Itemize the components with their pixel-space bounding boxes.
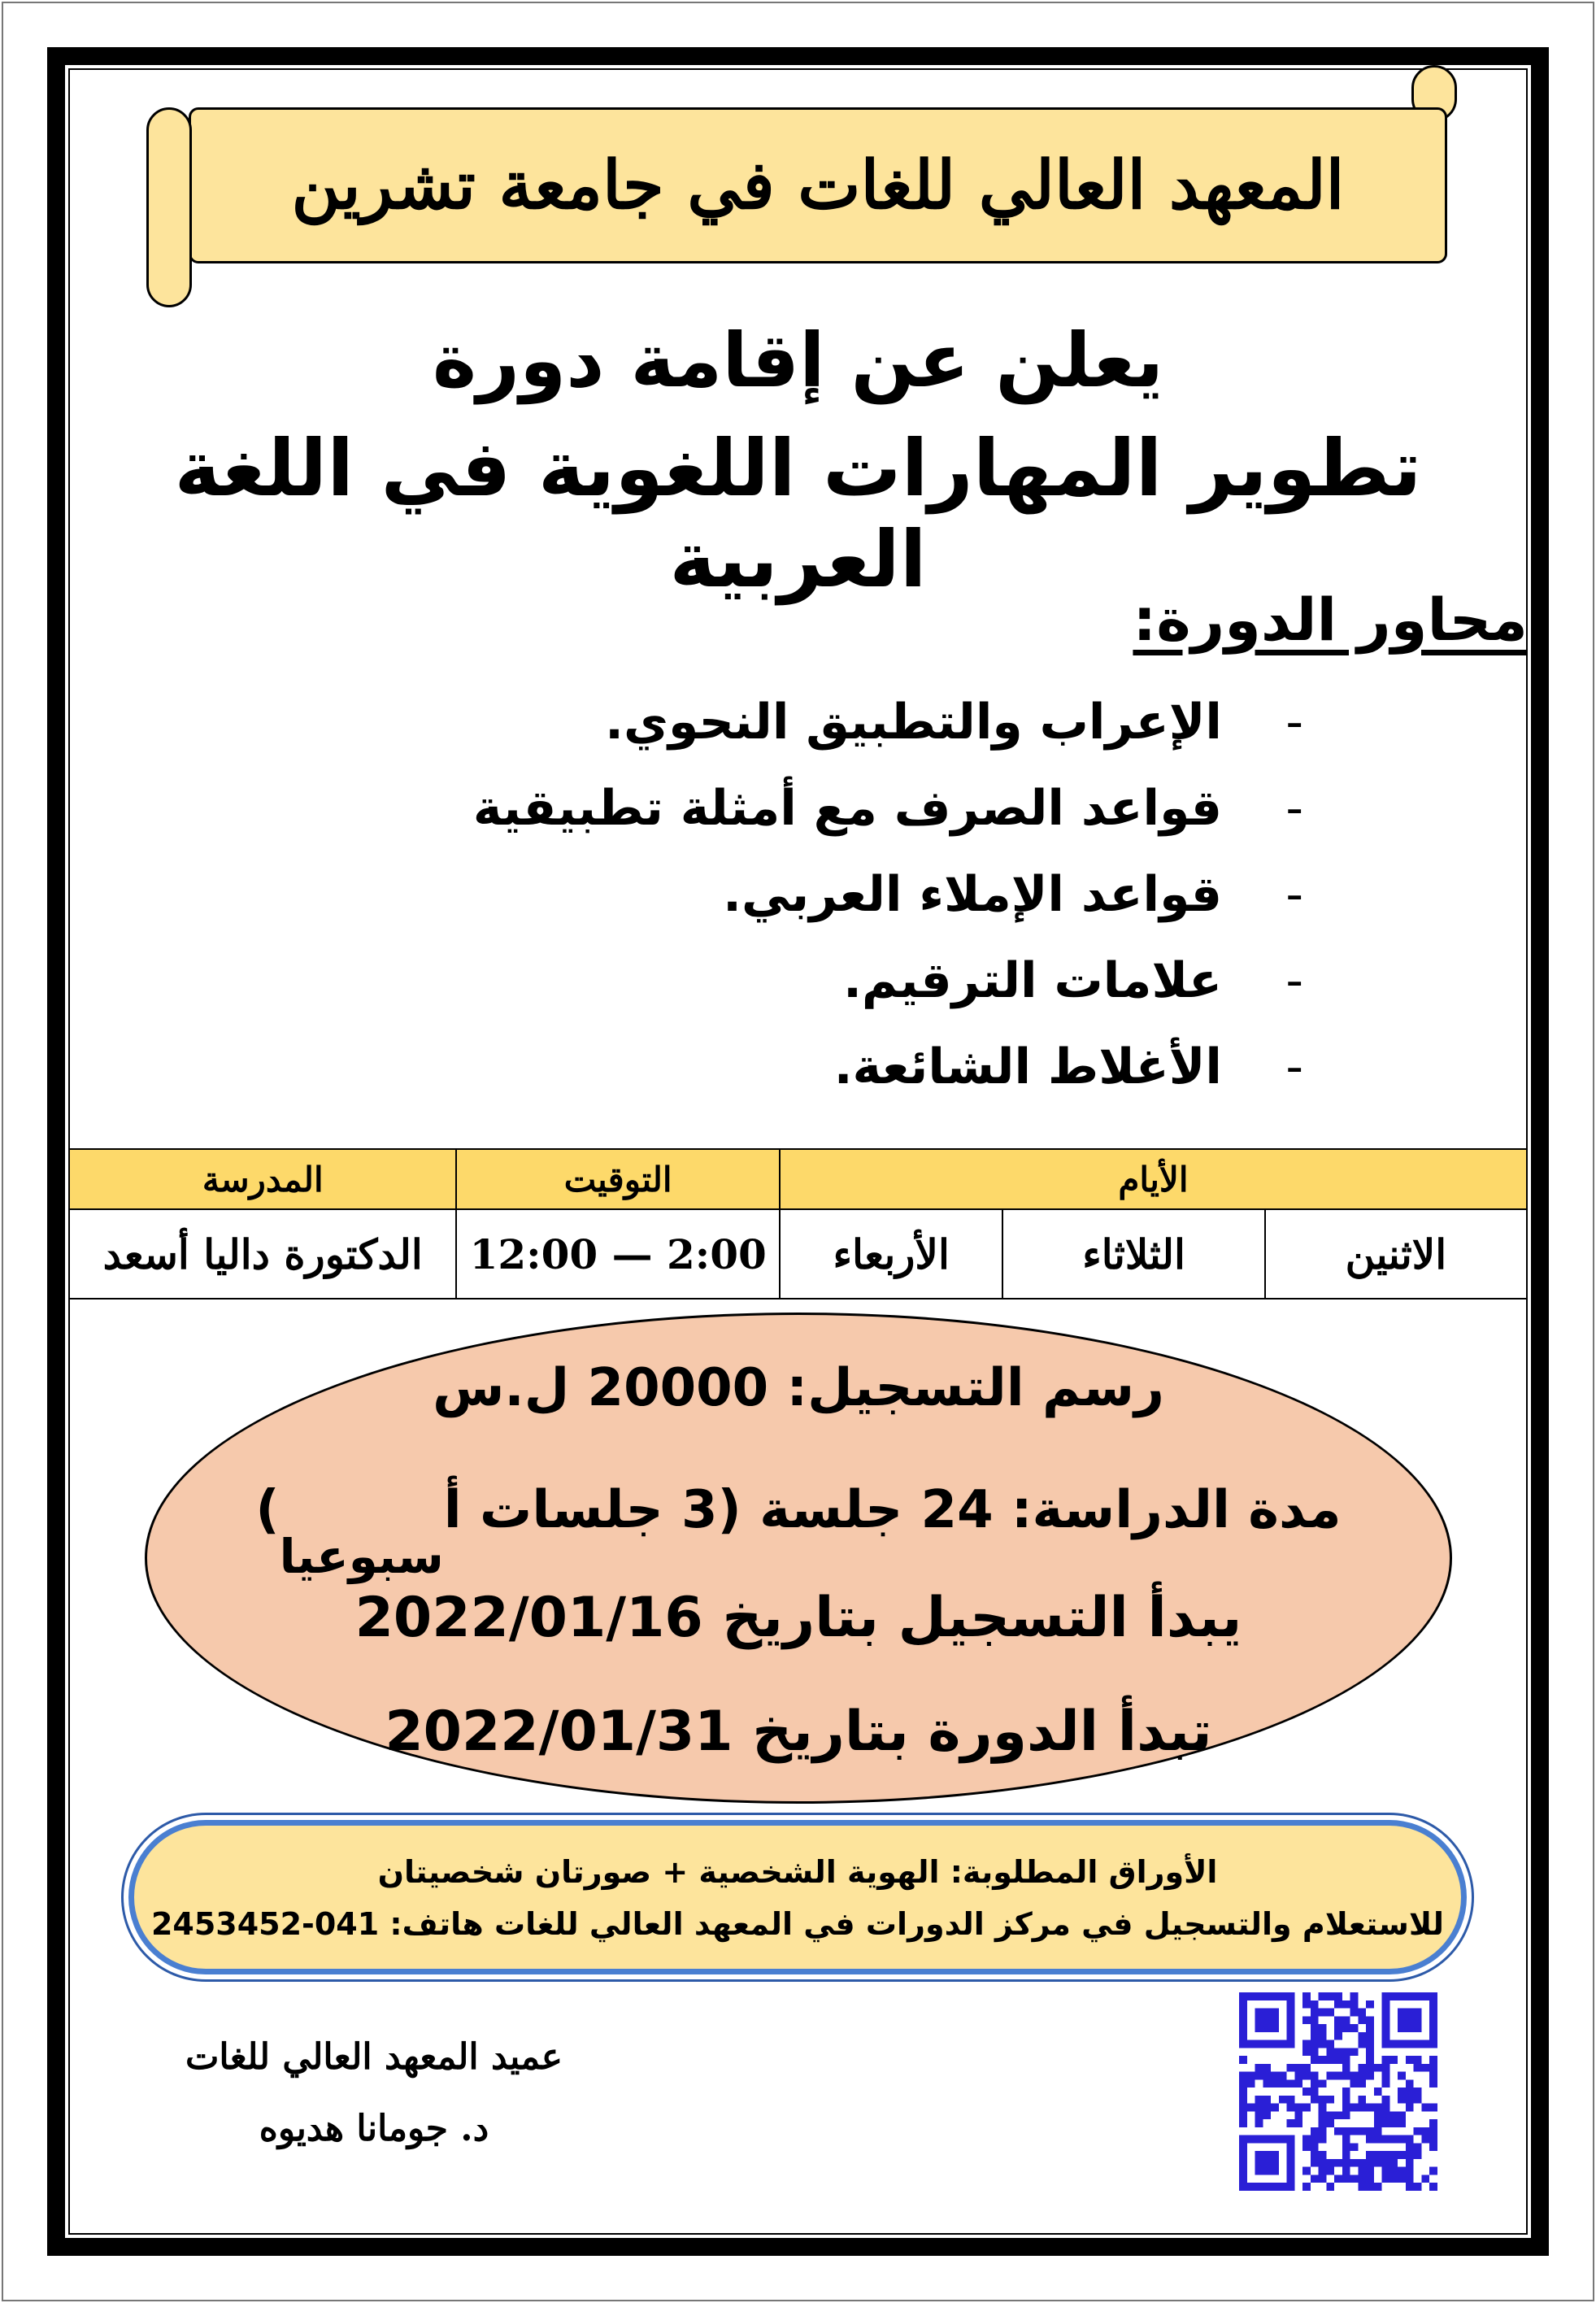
axis-item: - الأغلاط الشائعة. xyxy=(473,1024,1271,1110)
course-axes-title: محاور الدورة: xyxy=(1133,586,1528,654)
qr-code-icon xyxy=(1239,1992,1437,2191)
registration-start-date: يبدأ التسجيل بتاريخ 2022/01/16 xyxy=(354,1586,1242,1650)
schedule-table xyxy=(68,1148,1528,1300)
teacher-cell: الدكتورة داليا أسعد xyxy=(69,1209,456,1299)
dean-name: د. جومانا هديوه xyxy=(259,2108,489,2149)
schedule-row xyxy=(69,1209,1527,1299)
registration-fee: رسم التسجيل: 20000 ل.س xyxy=(433,1358,1164,1418)
contact-info: للاستعلام والتسجيل في مركز الدورات في المعهد العالي للغات هاتف: 041-2453452 xyxy=(150,1906,1445,1942)
duration-sup-text: سبوعيا xyxy=(279,1529,444,1584)
info-box xyxy=(128,1820,1467,1974)
scroll-roll-left xyxy=(146,107,192,307)
day-cell: الثلاثاء xyxy=(1002,1209,1264,1299)
course-start-date: تبدأ الدورة بتاريخ 2022/01/31 xyxy=(385,1700,1212,1764)
course-title: تطوير المهارات اللغوية في اللغة العربية xyxy=(174,423,1422,605)
axis-item: - الإعراب والتطبيق النحوي. xyxy=(473,679,1271,765)
title-scroll-banner xyxy=(140,65,1457,309)
axis-item: - قواعد الإملاء العربي. xyxy=(473,851,1271,938)
dean-title: عميد المعهد العالي للغات xyxy=(185,2036,563,2078)
duration-text: مدة الدراسة: 24 جلسة (3 جلسات أ xyxy=(443,1480,1342,1540)
required-documents: الأوراق المطلوبة: الهوية الشخصية + صورتان شخصيتان xyxy=(377,1854,1218,1890)
time-cell: 12:00 — 2:00 xyxy=(456,1209,779,1299)
institute-title: المعهد العالي للغات في جامعة تشرين xyxy=(291,146,1345,224)
study-duration xyxy=(145,1480,1452,1584)
time-header: التوقيت xyxy=(456,1149,779,1209)
day-cell: الأربعاء xyxy=(780,1209,1003,1299)
day-cell: الاثنين xyxy=(1265,1209,1527,1299)
course-axes-list xyxy=(473,679,1271,1110)
announcement-line-1: يعلن عن إقامة دورة xyxy=(432,317,1164,404)
days-header: الأيام xyxy=(780,1149,1527,1209)
duration-close: ) xyxy=(255,1480,280,1540)
axis-item: - علامات الترقيم. xyxy=(473,938,1271,1024)
schedule-header-row xyxy=(69,1149,1527,1209)
teacher-header: المدرسة xyxy=(69,1149,456,1209)
axis-item: - قواعد الصرف مع أمثلة تطبيقية xyxy=(473,765,1271,851)
